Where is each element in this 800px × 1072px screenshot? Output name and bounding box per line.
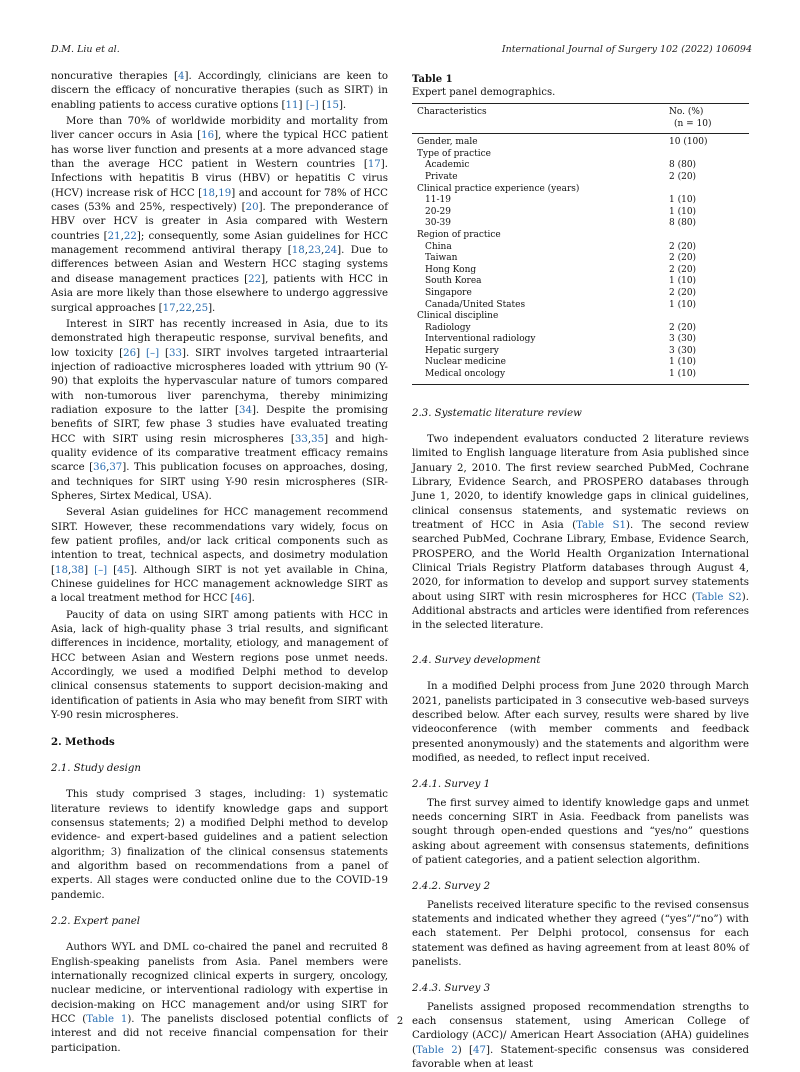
text-run: ] and high-quality evidence of its comparative treatment efficacy remains scarce [ [51, 433, 388, 474]
column-header-count [669, 104, 749, 134]
citation-link[interactable]: 34 [238, 404, 252, 416]
left-column [51, 70, 388, 1056]
text-run: ]. [338, 99, 347, 111]
running-head-authors: D.M. Liu et al. [51, 44, 120, 55]
text-run: ] [84, 564, 95, 576]
citation-link[interactable]: 22 [123, 230, 137, 242]
citation-link[interactable]: [–] [305, 99, 319, 111]
text-run: ]. Statement-specific consensus was considered favorable when at least [412, 1044, 749, 1071]
subsection-heading-study-design: 2.1. Study design [51, 762, 141, 774]
page-number: 2 [396, 1016, 404, 1027]
table-row [412, 134, 749, 149]
text-run: , [304, 245, 308, 257]
table-row [412, 357, 749, 369]
citation-link[interactable]: [–] [146, 347, 160, 359]
subsection-heading-survey-development: 2.4. Survey development [412, 654, 541, 666]
citation-link[interactable]: 18 [54, 564, 68, 576]
citation-link[interactable]: 22 [178, 302, 192, 314]
text-run: ]. Accordingly, clinicians are keen to discern the efficacy of noncurative therapies (such as SIRT) in enabling patients to access curative options [ [51, 71, 389, 111]
citation-link[interactable]: 20 [245, 202, 259, 214]
text-run: [ [107, 564, 118, 576]
paragraph [412, 433, 749, 634]
citation-link[interactable]: 37 [109, 462, 123, 474]
paragraph [51, 115, 388, 316]
table-row [412, 230, 749, 242]
table-caption: Expert panel demographics. [412, 87, 556, 98]
citation-link[interactable]: 45 [117, 564, 131, 576]
paragraph [412, 899, 749, 971]
paragraph [51, 941, 388, 1056]
text-run: , [67, 564, 72, 576]
text-run: Two independent evaluators conducted 2 literature reviews limited to English language literature from Asia published since January 2, 2010. The first review searched PubMed, Cochrane Library, Evidence Search, and PROSPERO databases through June 1, 2020, to identify knowledge gaps in clinical guidelines, clinical consensus statements, and systematic reviews on treatment of HCC in Asia ( [412, 434, 749, 532]
demographics-table [412, 103, 749, 385]
table-cell-characteristic: Region of practice [417, 229, 501, 240]
table-cell-count: 8 (80) [669, 160, 697, 171]
table-cell-count [669, 230, 749, 242]
citation-link[interactable]: 17 [367, 159, 381, 171]
citation-link[interactable]: 21 [107, 230, 121, 242]
subsubsection-heading-survey-1: 2.4.1. Survey 1 [412, 779, 491, 791]
citation-link[interactable]: 25 [195, 302, 209, 314]
table-cell-count: 1 (10) [669, 276, 697, 287]
table-cell-characteristic: Interventional radiology [425, 334, 536, 345]
citation-link[interactable]: Table S2 [695, 591, 742, 603]
text-run: Panelists assigned proposed recommendation strengths to each consensus statement, using American College of Cardiology (ACC)/ American Heart Association (AHA) guidelines ( [412, 1001, 749, 1056]
table-row [412, 218, 749, 230]
table-cell-count: 1 (10) [669, 369, 749, 384]
column-header-count-label: No. (%) [669, 107, 704, 117]
citation-link[interactable]: 18 [291, 245, 305, 257]
citation-link[interactable]: 38 [71, 564, 85, 576]
text-run: , [215, 187, 219, 199]
table-cell-characteristic: China [425, 241, 452, 252]
text-run: ]. Although SIRT is not yet available in China, Chinese guidelines for HCC management acknowledge SIRT as a local treatment method for HCC [ [51, 564, 389, 605]
paragraph [51, 609, 388, 724]
text-run: ). Additional abstracts and articles were identified from references in the selected literature. [412, 591, 750, 632]
table-cell-count: 1 (10) [669, 299, 697, 310]
table-cell-characteristic: 20-29 [425, 206, 451, 217]
right-column [412, 73, 749, 1072]
citation-link[interactable]: Table 1 [86, 1013, 128, 1025]
running-head-journal: International Journal of Surgery 102 (2022) 106094 [501, 44, 752, 55]
citation-link[interactable]: 22 [248, 273, 262, 285]
citation-link[interactable]: 47 [473, 1044, 486, 1056]
text-run: Paucity of data on using SIRT among patients with HCC in Asia, lack of high-quality phase 3 trial results, and significant differences in incidence, mortality, etiology, and management of HCC between Asian and Western regions pose unmet needs. Accordingly, we used a modified Delphi method to develop clinical consensus statements to support decision-making and identification of patients in Asia who may benefit from SIRT with Y-90 resin microspheres. [51, 609, 388, 722]
table-row [412, 300, 749, 312]
table-cell-count: 8 (80) [669, 218, 697, 229]
table-1 [412, 73, 749, 385]
table-cell-characteristic: Type of practice [417, 148, 491, 159]
column-header-characteristics: Characteristics [412, 104, 669, 134]
table-cell-characteristic: Clinical practice experience (years) [417, 183, 580, 194]
table-cell-characteristic: Hong Kong [425, 264, 477, 275]
citation-link[interactable]: 36 [93, 462, 107, 474]
paragraph [51, 70, 388, 113]
subsubsection-heading-survey-3: 2.4.3. Survey 3 [412, 983, 491, 995]
table-cell-characteristic: South Korea [425, 276, 482, 287]
text-run: ]. The preponderance of HBV over HCV is greater in Asia compared with Western countries [ [51, 202, 388, 242]
text-run: ). The panelists disclosed potential conflicts of interest and did not receive financial compensation for their participation. [51, 1013, 388, 1054]
text-run: ]; consequently, some Asian guidelines for HCC management recommend antiviral therapy [ [51, 230, 388, 257]
text-run: noncurative therapies [ [51, 71, 179, 82]
table-cell-count: 3 (30) [669, 334, 697, 345]
paragraph [412, 680, 749, 766]
table-row [412, 323, 749, 335]
text-run: Several Asian guidelines for HCC management recommend SIRT. However, these recommendations vary widely, focus on few patient profiles, and/or lack critical components such as intention to treat, technical aspects, and dosimetry modulation [ [51, 507, 388, 576]
citation-link[interactable]: 17 [162, 302, 176, 314]
table-cell-count: 1 (10) [669, 195, 697, 206]
citation-link[interactable]: 23 [307, 245, 321, 257]
table-cell-characteristic: Academic [425, 160, 470, 171]
table-cell-characteristic: Private [425, 171, 458, 182]
table-row [412, 334, 749, 346]
table-label: Table 1 [412, 74, 453, 85]
column-header-n: (n = 10) [674, 118, 712, 129]
citation-link[interactable]: 46 [234, 593, 248, 605]
section-heading-methods: 2. Methods [51, 736, 115, 749]
table-cell-characteristic: Hepatic surgery [425, 345, 499, 356]
table-row [412, 253, 749, 265]
citation-link[interactable]: 24 [324, 245, 338, 257]
text-run: [ [318, 99, 326, 111]
subsubsection-heading-survey-2: 2.4.2. Survey 2 [412, 881, 491, 893]
table-cell-characteristic: Nuclear medicine [425, 357, 506, 368]
table-cell-count: 2 (20) [669, 322, 697, 333]
paragraph [51, 318, 388, 504]
table-cell-count: 3 (30) [669, 345, 697, 356]
table-cell-count [669, 184, 749, 196]
text-run: ]. Infections with hepatitis B virus (HBV) or hepatitis C virus (HCV) increase risk of HCC [ [51, 159, 388, 199]
table-row [412, 311, 749, 323]
text-run: , [175, 302, 179, 314]
text-run: ). The second review searched PubMed, Cochrane Library, Embase, Evidence Search, PROSPERO, and the World Health Organization International Clinical Trials Registry Platform databases through August 4, 2020, for information to develop and support survey statements about using SIRT with resin microspheres for HCC ( [412, 520, 749, 603]
table-cell-count: 1 (10) [669, 206, 697, 217]
table-cell-count: 2 (20) [669, 171, 697, 182]
text-run: , [191, 302, 196, 314]
citation-link[interactable]: Table 2 [415, 1044, 458, 1056]
citation-link[interactable]: 19 [218, 187, 232, 199]
table-row [412, 276, 749, 288]
citation-link[interactable]: 18 [202, 187, 216, 199]
paragraph [412, 1001, 749, 1072]
text-run: ]. This publication focuses on approaches, dosing, and techniques for SIRT using Y-90 resin microspheres (SIR-Spheres, Sirtex Medical, USA). [51, 462, 389, 502]
text-run: [ [159, 347, 170, 359]
table-cell-count: 2 (20) [669, 253, 697, 264]
paragraph [51, 506, 388, 606]
citation-link[interactable]: [–] [94, 564, 108, 576]
table-cell-characteristic: Singapore [425, 287, 472, 298]
table-cell-characteristic: Clinical discipline [417, 311, 499, 322]
text-run: ], where the typical HCC patient has worse liver function and presents at a more advanced stage than the average HCC patient in Western countries [ [51, 130, 388, 171]
citation-link[interactable]: 4 [178, 71, 185, 82]
text-run: The first survey aimed to identify knowledge gaps and unmet needs concerning SIRT in Asia. Feedback from panelists was sought through open-ended questions and “yes/no” questions asking about agreement with consensus statements, definitions of patient categories, and a patient selection algorithm. [412, 797, 749, 866]
text-run: In a modified Delphi process from June 2020 through March 2021, panelists participated in 3 consecutive web-based surveys described below. After each survey, results were shared by live videoconference (with member comments and feedback presented anonymously) and the statements and algorithm were modified, as needed, to reflect input received. [412, 681, 749, 764]
text-run: ]. SIRT involves targeted intraarterial injection of radioactive microspheres loaded with yttrium 90 (Y-90) that exploits the hypervascular nature of tumors compared with non-tumorous liver parenchyma, thereby minimizing radiation exposure to the latter [ [51, 347, 388, 416]
citation-link[interactable]: 33 [169, 347, 182, 359]
table-cell-characteristic: Taiwan [425, 253, 458, 264]
citation-link[interactable]: 16 [201, 130, 215, 142]
text-run: ]. Despite the promising benefits of SIRT, few phase 3 studies have evaluated treating HCC with SIRT using resin microspheres [ [51, 404, 388, 445]
citation-link[interactable]: 35 [311, 433, 325, 445]
text-run: , [307, 433, 312, 445]
text-run: Interest in SIRT has recently increased in Asia, due to its demonstrated high therapeutic response, survival benefits, and low toxicity [ [51, 318, 388, 359]
table-row [412, 242, 749, 254]
text-run: ]. [247, 593, 255, 605]
table-row [412, 346, 749, 358]
table-row [412, 149, 749, 161]
subsection-heading-literature-review: 2.3. Systematic literature review [412, 407, 582, 419]
table-row [412, 369, 749, 384]
table-row [412, 195, 749, 207]
table-cell-characteristic: Gender, male [417, 137, 478, 148]
subsection-heading-expert-panel: 2.2. Expert panel [51, 915, 141, 927]
table-row [412, 160, 749, 172]
table-cell-count: 2 (20) [669, 241, 697, 252]
text-run: ) [ [457, 1044, 473, 1056]
text-run: ], patients with HCC in Asia are more likely than those elsewhere to undergo aggressive surgical approaches [ [51, 273, 388, 314]
table-row [412, 265, 749, 277]
table-cell-count: 1 (10) [669, 357, 697, 368]
text-run: ] [136, 347, 147, 359]
citation-link[interactable]: 33 [294, 433, 308, 445]
table-cell-count: 2 (20) [669, 264, 697, 275]
table-cell-characteristic: Canada/United States [425, 299, 526, 310]
table-row [412, 288, 749, 300]
table-cell-count: 10 (100) [669, 137, 708, 148]
text-run: , [320, 245, 325, 257]
text-run: ] and account for 78% of HCC cases (53% and 25%, respectively) [ [51, 187, 388, 214]
text-run: Authors WYL and DML co-chaired the panel and recruited 8 English-speaking panelists from Asia. Panel members were internationally recognized clinical experts in surgery, oncology, nuclear medicine, or interventional radiology with expertise in decision-making on HCC management and/or using SIRT for HCC ( [51, 942, 388, 1025]
citation-link[interactable]: 11 [285, 99, 299, 111]
text-run: ] [298, 99, 306, 111]
table-cell-count [669, 149, 749, 161]
table-row [412, 172, 749, 184]
table-cell-characteristic: Radiology [425, 322, 471, 333]
text-run: ]. [208, 302, 216, 314]
text-run: This study comprised 3 stages, including: 1) systematic literature reviews to identify knowledge gaps and support consensus statements; 2) a modified Delphi method to develop evidence- and expert-based guidelines and a patient selection algorithm; 3) finalization of the clinical consensus statements and algorithm based on recommendations from a panel of experts. All stages were conducted online due to the COVID-19 pandemic. [51, 789, 388, 901]
table-cell-characteristic: Medical oncology [412, 369, 669, 384]
text-run: More than 70% of worldwide morbidity and mortality from liver cancer occurs in Asia [ [51, 116, 388, 142]
text-run: ]. Due to differences between Asian and Western HCC staging systems and disease management practices [ [51, 245, 388, 285]
paragraph [412, 797, 749, 869]
citation-link[interactable]: 26 [123, 347, 137, 359]
citation-link[interactable]: 15 [325, 99, 339, 111]
text-run: , [120, 230, 124, 242]
text-run: Panelists received literature specific to the revised consensus statements and indicated whether they agreed (“yes”/“no”) with each statement. Per Delphi protocol, consensus for each statement was defined as having agreement from at least 80% of panelists. [412, 899, 749, 968]
table-row [412, 207, 749, 219]
paragraph [51, 788, 388, 903]
table-cell-count: 2 (20) [669, 287, 697, 298]
table-cell-characteristic: 11-19 [425, 195, 451, 206]
text-run: , [106, 462, 110, 474]
table-row [412, 184, 749, 196]
table-cell-characteristic: 30-39 [425, 218, 451, 229]
table-cell-count [669, 311, 749, 323]
citation-link[interactable]: Table S1 [576, 520, 627, 532]
